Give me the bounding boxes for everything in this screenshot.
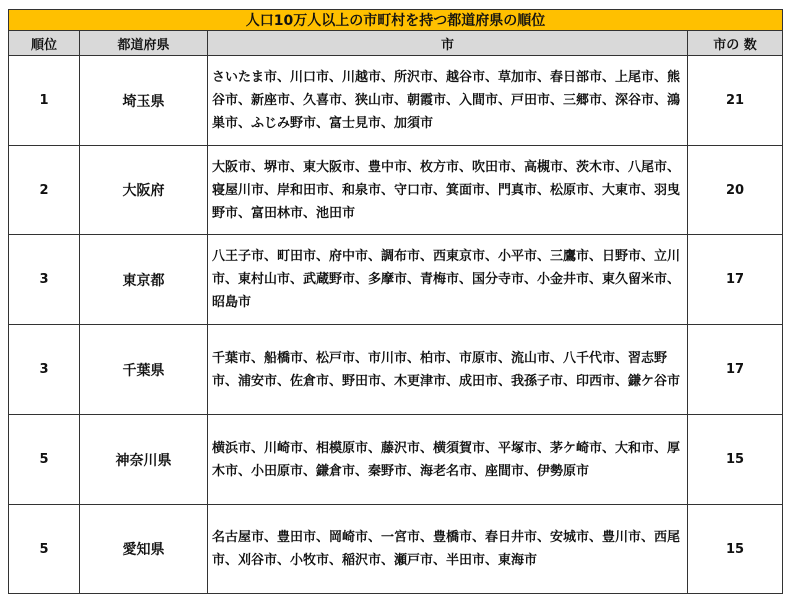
ranking-table-container: [8, 9, 782, 594]
column-header-rank: 順位: [9, 31, 80, 56]
column-header-cities: 市: [208, 31, 688, 56]
cities-cell: 大阪市、堺市、東大阪市、豊中市、枚方市、吹田市、高槻市、茨木市、八尾市、寝屋川市、岸和田市、和泉市、守口市、箕面市、門真市、松原市、大東市、羽曳野市、富田林市、池田市: [208, 146, 688, 235]
prefecture-cell: 埼玉県: [80, 56, 208, 146]
prefecture-cell: 千葉県: [80, 325, 208, 415]
table-row: [9, 235, 783, 325]
cities-cell: さいたま市、川口市、川越市、所沢市、越谷市、草加市、春日部市、上尾市、熊谷市、新座市、久喜市、狭山市、朝霞市、入間市、戸田市、三郷市、深谷市、鴻巣市、ふじみ野市、富士見市、加須市: [208, 56, 688, 146]
rank-cell: 3: [9, 325, 80, 415]
header-row: [9, 31, 783, 56]
table-row: [9, 325, 783, 415]
table-row: [9, 56, 783, 146]
count-cell: 15: [688, 505, 783, 594]
cities-cell: 名古屋市、豊田市、岡崎市、一宮市、豊橋市、春日井市、安城市、豊川市、西尾市、刈谷市、小牧市、稲沢市、瀬戸市、半田市、東海市: [208, 505, 688, 594]
cities-cell: 横浜市、川崎市、相模原市、藤沢市、横須賀市、平塚市、茅ケ崎市、大和市、厚木市、小田原市、鎌倉市、秦野市、海老名市、座間市、伊勢原市: [208, 415, 688, 505]
cities-cell: 千葉市、船橋市、松戸市、市川市、柏市、市原市、流山市、八千代市、習志野市、浦安市、佐倉市、野田市、木更津市、成田市、我孫子市、印西市、鎌ケ谷市: [208, 325, 688, 415]
prefecture-cell: 愛知県: [80, 505, 208, 594]
cities-cell: 八王子市、町田市、府中市、調布市、西東京市、小平市、三鷹市、日野市、立川市、東村山市、武蔵野市、多摩市、青梅市、国分寺市、小金井市、東久留米市、昭島市: [208, 235, 688, 325]
prefecture-cell: 大阪府: [80, 146, 208, 235]
table-row: [9, 415, 783, 505]
rank-cell: 3: [9, 235, 80, 325]
count-cell: 20: [688, 146, 783, 235]
prefecture-cell: 神奈川県: [80, 415, 208, 505]
count-cell: 15: [688, 415, 783, 505]
count-cell: 21: [688, 56, 783, 146]
count-cell: 17: [688, 325, 783, 415]
table-row: [9, 146, 783, 235]
rank-cell: 5: [9, 505, 80, 594]
rank-cell: 5: [9, 415, 80, 505]
table-row: [9, 505, 783, 594]
count-cell: 17: [688, 235, 783, 325]
ranking-table: [8, 9, 783, 594]
prefecture-cell: 東京都: [80, 235, 208, 325]
table-title: 人口10万人以上の市町村を持つ都道府県の順位: [9, 10, 783, 31]
column-header-count: 市の 数: [688, 31, 783, 56]
rank-cell: 2: [9, 146, 80, 235]
rank-cell: 1: [9, 56, 80, 146]
column-header-prefecture: 都道府県: [80, 31, 208, 56]
